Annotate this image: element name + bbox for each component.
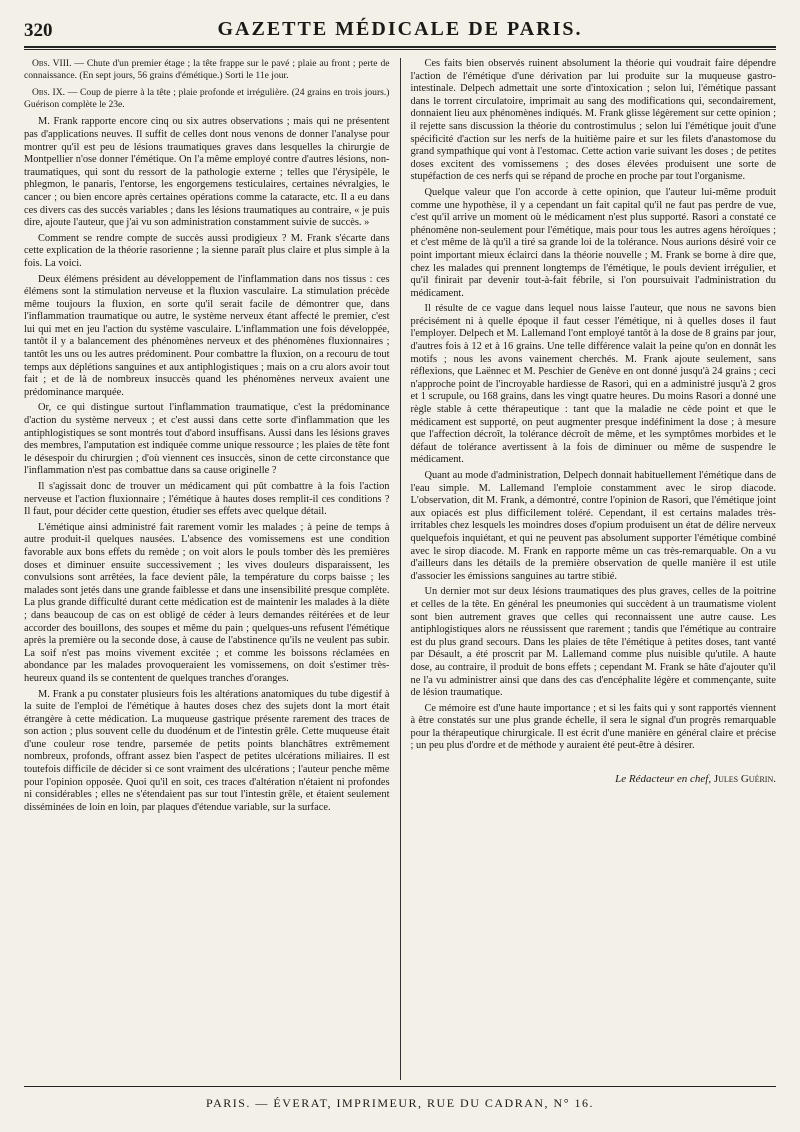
right-column xyxy=(400,58,777,1080)
page-number: 320 xyxy=(24,20,53,41)
paragraph: Il résulte de ce vague dans lequel nous laisse l'auteur, que nous ne savons bien précisément ni à quelle époque il faut cesser l'émétique, ni à quelles doses il faut l'employer. Delpech et M. Lallemand l'ont employé tantôt à la dose de 8 grains par jour, d'autres fois à 12 et à 16 grains. Une telle différence valait la peine qu'on en donnât les motifs ; nous les avons vainement cherchés. M. Frank ajoute seulement, sans réflexions, que Laënnec et M. Peschier de Genève en ont donné jusqu'à 24 grains ; ceci n'approche point de l'incroyable hardiesse de Rasori, qui en a administré jusqu'à 2 gros et 1 scrupule, ou 168 grains, dans les vingt quatre heures. Du moins Rasori a donné une règle stable à cette thérapeutique : tant que la maladie ne cède point et que le médicament est supporté, on peut augmenter presque indéfiniment la dose ; à mesure que l'affection décroît, la tolérance décroît de même, et les symptômes morbides et le défaut de tolérance avertissent à la fois de diminuer ou même de suspendre le médicament. xyxy=(410,303,776,466)
paragraph: Un dernier mot sur deux lésions traumatiques des plus graves, celles de la poitrine et celles de la tête. En général les pneumonies qui succèdent à un traumatisme violent sont bien autrement graves que celles qui reconnaissent une autre cause. Les antiphlogistiques alors ne réussissent que rarement ; tandis que l'émétique au contraire est du plus grand secours. Dans les plaies de tête l'émétique à petites doses, tant vanté par Désault, a été proscrit par M. Lallemand comme plus nuisible qu'utile. A haute dose, au contraire, il produit de bons effets ; cependant M. Frank se hâte d'ajouter qu'il ne l'a vu administrer ainsi que dans des cas d'encéphalite légère et commençante, suite de lésion traumatique. xyxy=(410,586,776,699)
paragraph: M. Frank a pu constater plusieurs fois les altérations anatomiques du tube digestif à la suite de l'emploi de l'émétique à hautes doses chez des sujets dont la mort était étrangère à cette médication. La muqueuse gastrique présente rarement des traces de son action ; plus souvent celle du duodénum et de l'intestin grêle. Cette muqueuse était d'une couleur rose tendre, parsemée de petits points blanchâtres extrêmement nombreux, profonds, offrant assez bien l'aspect de petites ulcérations miliaires. Il est toutefois difficile de décider si ce sont vraiment des ulcérations ; l'auteur penche même pour l'opinion opposée. Quoi qu'il en soit, ces traces d'altération n'étaient ni profondes ni considérables ; elles ne s'étendaient pas sur tout l'intestin grêle, et étaient seulement disséminées de loin en loin, par plaques d'étendue variable, sur la surface. xyxy=(24,688,390,813)
header-rule xyxy=(24,46,776,48)
left-column xyxy=(24,58,400,1080)
paragraph: Deux élémens président au développement de l'inflammation dans nos tissus : ces élémens sont la stimulation nerveuse et la fluxion vasculaire. La stimulation précède même toujours la fluxion, en sorte qu'il serait facile de démontrer que, dans l'inflammation traumatique ou autre, le système nerveux étant affecté le premier, c'est lui qui met en jeu l'action du système vasculaire. L'inflammation une fois développée, tantôt il y a balancement des phénomènes nerveux et des phénomènes fluxionnaires ; tantôt les uns ou les autres prédominent. Pour combattre la fluxion, on a recouru de tout temps aux déplétions sanguines et aux antiphlogistiques ; mais on a cru alors avoir tout fait ; et de là de nombreux insuccès quand les phénomènes nerveux avaient une prédominance marquée. xyxy=(24,273,390,398)
paragraph: M. Frank rapporte encore cinq ou six autres observations ; mais qui ne présentent pas d'applications neuves. Il suffit de celles dont nous venons de donner l'analyse pour montrer qu'il est peu de lésions traumatiques graves dans lesquelles la chirurgie de Montpellier n'ose donner l'émétique. On l'a même employé contre d'autres lésions, non-traumatiques, qui sont du ressort de la pathologie externe ; telles que l'érysipèle, le phlegmon, le panaris, l'entorse, les engorgemens testiculaires, certaines névralgies, le cancer ; ou bien encore après certaines opérations comme la cataracte, etc. Il a eu dans ces divers cas des succès variables ; dans les lésions traumatiques au contraire, « je puis dire, ajoute l'auteur, que j'ai vu son administration constamment suivie de succès. » xyxy=(24,116,390,229)
footer-rule xyxy=(24,1086,776,1087)
page-header xyxy=(24,18,776,44)
paragraph: Ce mémoire est d'une haute importance ; et si les faits qui y sont rapportés viennent à être constatés sur une plus grande échelle, il sera le signal d'un progrès remarquable pour la thérapeutique chirurgicale. Il est écrit d'une manière en général claire et précise ; un peu plus d'ordre et de méthode y auraient été peut-être à désirer. xyxy=(410,702,776,752)
paragraph: Quant au mode d'administration, Delpech donnait habituellement l'émétique dans de l'eau simple. M. Lallemand l'emploie constamment avec le sirop diacode. L'observation, dit M. Frank, a démontré, contre l'opinion de Rasori, que l'émétique joint aux opiacés est plus difficilement toléré. Cependant, il est certains malades très-irritables chez lesquels les moindres doses d'opium produisent un état de délire nerveux quelquefois inquiétant, et qui ne peuvent pas absolument supporter l'émétique combiné avec le sirop diacode. M. Frank en rapporte même un cas très-remarquable. On a vu d'ailleurs dans les détails de la première observation de quelle manière il est utile d'associer les émissions sanguines au tartre stibié. xyxy=(410,470,776,582)
paragraph: Comment se rendre compte de succès aussi prodigieux ? M. Frank s'écarte dans cette explication de la théorie rasorienne ; la sienne paraît plus claire et plus simple à la fois. La voici. xyxy=(24,232,390,269)
paragraph: L'émétique ainsi administré fait rarement vomir les malades ; à peine de temps à autre produit-il quelques nausées. L'absence des vomissemens est une condition favorable aux bons effets du remède ; on voit alors le pouls tomber dès les premières doses et diminuer ensuite successivement ; les vives douleurs disparaissent, les convulsions sont arrêtées, la face devient pâle, la température du corps baisse ; les malades sont jetés dans une grande faiblesse et dans une insensibilité presque complète. La plus grande difficulté durant cette médication est de maintenir les malades à la diète ; dans beaucoup de cas on est obligé de céder à leurs demandes réitérées et de leur accorder des bouillons, des soupes et même du pain ; quelques-uns refusent l'émétique après la première ou la seconde dose, à cause de l'abstinence qu'ils ne veulent pas subir. La soif n'est pas moins vivement excitée ; et comme les boissons réclamées en abondance par les malades provoqueraient les vomissemens, on doit s'estimer très-heureux quand ils se contentent de quelques tranches d'oranges. xyxy=(24,521,390,684)
paragraph: Ces faits bien observés ruinent absolument la théorie qui voudrait faire dépendre l'action de l'émétique d'une dérivation par lui produite sur la muqueuse gastro-intestinale. Delpech admettait une sorte d'intoxication ; selon lui, l'émétique passant dans le torrent circulatoire, imprimait au sang des modifications qui, secondairement, donnaient lieu aux phénomènes indiqués. M. Frank glisse légèrement sur cette opinion ; il rejette sans discussion la théorie du controstimulus ; selon lui l'émétique jouit d'une spécificité d'action sur les nerfs de la huitième paire et sur les filets d'anastomose du grand sympathique qui vont à l'estomac. Cette action varie suivant les doses ; de petites doses excitent des vomissemens ; des doses élevées produisent une sorte de stupéfaction de ces nerfs qui se répand de proche en proche par tout l'organisme. xyxy=(410,58,776,183)
text-columns xyxy=(24,58,776,1080)
page-title: GAZETTE MÉDICALE DE PARIS. xyxy=(217,18,583,40)
paragraph: Il s'agissait donc de trouver un médicament qui pût combattre à la fois l'action nerveuse et l'action fluxionnaire ; l'émétique à hautes doses remplit-il ces conditions ? Il faut, pour décider cette question, étudier ses effets avec quelque détail. xyxy=(24,481,390,518)
signature: Le Rédacteur en chef, Jules Guérin. xyxy=(615,773,776,786)
paragraph: Or, ce qui distingue surtout l'inflammation traumatique, c'est la prédominance d'action du système nerveux ; et c'est aussi dans cette sorte d'inflammation que les antiphlogistiques se sont montrés tout d'abord insuffisans. Aussi dans les lésions graves des membres, l'amputation est indiquée comme unique ressource ; les plaies de tête font le désespoir du chirurgien ; d'où viennent ces insuccès, sinon de cette circonstance que l'inflammation n'est pas combattue dans sa cause originelle ? xyxy=(24,402,390,477)
editor-name: Jules Guérin. xyxy=(713,773,776,786)
observation-8: Obs. VIII. — Chute d'un premier étage ; la tête frappe sur le pavé ; plaie au front ; perte de connaissance. (En sept jours, 56 grains d'émétique.) Sorti le 11e jour. xyxy=(24,58,390,81)
printer-imprint: PARIS. — ÉVERAT, IMPRIMEUR, RUE DU CADRAN, N° 16. xyxy=(206,1096,594,1110)
header-rule-thin xyxy=(24,49,776,50)
observation-9: Obs. IX. — Coup de pierre à la tête ; plaie profonde et irrégulière. (24 grains en trois jours.) Guérison complète le 23e. xyxy=(24,87,390,110)
paragraph: Quelque valeur que l'on accorde à cette opinion, que l'auteur lui-même produit comme une hypothèse, il y a cependant un fait capital qu'il ne faut pas perdre de vue, c'est qu'il arrive un moment où le médicament n'est plus supporté. Rasori a constaté ce phénomène non-seulement pour l'émétique, mais pour tous les autres agens héroïques ; et c'est même de là qu'il a tiré sa grande loi de la tolérance. Nous aurions désiré voir ce point important mieux éclairci dans la théorie nouvelle ; M. Frank se borne à dire que, chez les malades qui prennent longtemps de l'émétique, le pouls devient irrégulier, et qu'il finirait par devenir tout-à-fait fébrile, si l'on poursuivait l'administration du médicament. xyxy=(410,186,776,299)
